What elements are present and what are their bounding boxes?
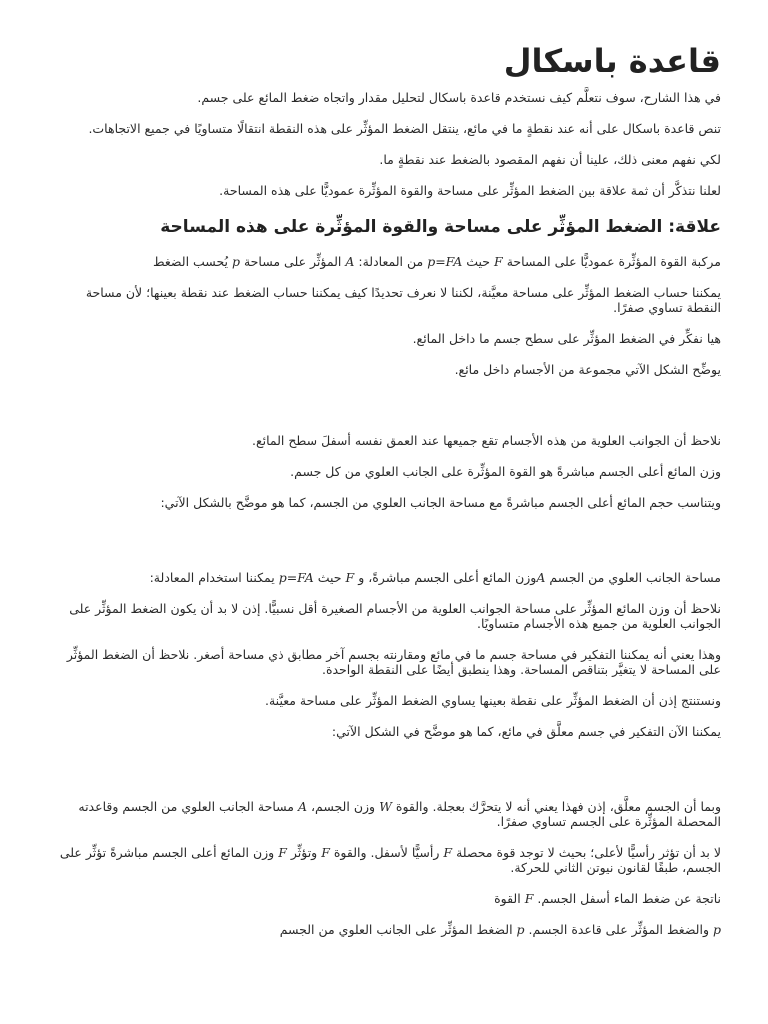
math-equation: p=FA [427, 254, 463, 269]
mid-paragraph-3: يوضِّح الشكل الآتي مجموعة من الأجسام داخل مائع. [454, 362, 721, 377]
relation-paragraph [58, 254, 721, 269]
area-paragraph [58, 570, 721, 585]
math-equation: p=FA [278, 570, 314, 585]
hanging-part1: وبما أن الجسم معلَّق، إذن فهذا يعني أنه لا يتحرَّك بعجلة. والقوة [395, 799, 721, 814]
hanging-part3: مساحة الجانب العلوي من الجسم وقاعدته المحصلة المؤثِّرة على الجسم تساوي صفرًا. [78, 799, 721, 829]
figure-placeholder-2 [58, 526, 721, 570]
after-fig2-paragraph-2: وهذا يعني أنه يمكننا التفكير في مساحة جسم ما في مائع ومقارنته بجسم آخر مطابق ذي مساحة أصغر. نلاحظ أن الضغط المؤثِّر على المساحة لا يتغيَّر بتناقص المساحة. وهذا ينطبق أيضًا على النقطة الواحدة. [66, 647, 721, 677]
after-fig1-paragraph-3: ويتناسب حجم المائع أعلى الجسم مباشرةً مع مساحة الجانب العلوي من الجسم، كما هو موضَّح بالشكل الآتي: [160, 495, 721, 510]
last-part1: والضغط المؤثِّر على قاعدة الجسم. [528, 922, 709, 937]
intro-paragraph-3: لكي نفهم معنى ذلك، علينا أن نفهم المقصود بالضغط عند نقطةٍ ما. [379, 152, 721, 167]
area-part2: وزن المائع أعلى الجسم مباشرةً، و [358, 570, 537, 585]
math-A: A [345, 254, 355, 269]
relation-where: حيث [466, 254, 491, 269]
area-part1: مساحة الجانب العلوي من الجسم [549, 570, 721, 585]
relation-calc: يُحسب الضغط [153, 254, 228, 269]
area-part3: يمكننا استخدام المعادلة: [149, 570, 275, 585]
intro-paragraph-1: في هذا الشارح، سوف نتعلَّم كيف نستخدم قاعدة باسكال لتحليل مقدار واتجاه ضغط المائع على جسم. [197, 90, 721, 105]
math-A: A [297, 799, 307, 814]
mid-paragraph-2: هيا نفكِّر في الضغط المؤثِّر على سطح جسم ما داخل المائع. [412, 331, 721, 346]
after-fig2-paragraph-1: نلاحظ أن وزن المائع المؤثِّر على مساحة الجوانب العلوية من الأجسام الصغيرة أقل نسبيًّا. إذن لا بد أن يكون الضغط المؤثِّر على الجوانب العلوية من جميع هذه الأجسام متساويًا. [69, 601, 721, 631]
section-heading: علاقة: الضغط المؤثِّر على مساحة والقوة المؤثِّرة على هذه المساحة [160, 217, 721, 237]
relation-from-eq: من المعادلة: [358, 254, 424, 269]
after-fig2-paragraph-4: يمكننا الآن التفكير في جسم معلَّق في مائع، كما هو موضَّح في الشكل الآتي: [331, 724, 721, 739]
vertical-part4: وزن المائع أعلى الجسم مباشرةً تؤثِّر على الجسم، طبقًا لقانون نيوتن الثاني للحركة. [59, 845, 721, 875]
math-F: F [443, 845, 453, 860]
vertical-part3: وتؤثِّر [290, 845, 318, 860]
math-W: W [379, 799, 392, 814]
figure-placeholder-1 [58, 393, 721, 433]
after-fig1-paragraph-2: وزن المائع أعلى الجسم مباشرةً هو القوة المؤثِّرة على الجانب العلوي من كل جسم. [290, 464, 721, 479]
intro-paragraph-2: تنص قاعدة باسكال على أنه عند نقطةٍ ما في مائع، ينتقل الضغط المؤثِّر على هذه النقطة انتقالًا متساويًا في جميع الاتجاهات. [88, 121, 721, 136]
result-paragraph [58, 891, 721, 906]
math-F: F [321, 845, 330, 860]
result-text: ناتجة عن ضغط الماء أسفل الجسم. [537, 891, 721, 906]
math-F: F [494, 254, 503, 269]
mid-paragraph-1: يمكننا حساب الضغط المؤثِّر على مساحة معيَّنة، لكننا لا نعرف تحديدًا كيف يمكننا حساب الضغط عند نقطة بعينها؛ لأن مساحة النقطة تساوي صفرًا. [85, 285, 721, 315]
hanging-part2: وزن الجسم، [310, 799, 376, 814]
vertical-paragraph [58, 845, 721, 875]
math-F: F [524, 891, 534, 906]
after-fig2-paragraph-3: ونستنتج إذن أن الضغط المؤثِّر على نقطة بعينها يساوي الضغط المؤثِّر على مساحة معيَّنة. [265, 693, 721, 708]
math-F: F [345, 570, 355, 585]
intro-paragraph-4: لعلنا نتذكَّر أن ثمة علاقة بين الضغط المؤثِّر على مساحة والقوة المؤثِّرة عموديًّا على هذه المساحة. [219, 183, 721, 198]
page-title: قاعدة باسكال [503, 42, 721, 80]
hanging-paragraph [58, 799, 721, 829]
last-part2: الضغط المؤثِّر على الجانب العلوي من الجسم [279, 922, 513, 937]
relation-affecting: المؤثِّر على مساحة [243, 254, 342, 269]
result-label: القوة [494, 891, 521, 906]
last-paragraph [58, 922, 721, 937]
relation-prefix: مركبة القوة المؤثِّرة عموديًّا على المساحة [506, 254, 721, 269]
math-p: p [231, 254, 240, 269]
figure-placeholder-3 [58, 755, 721, 799]
vertical-part1: لا بد أن تؤثر رأسيًّا لأعلى؛ بحيث لا توجد قوة محصلة [456, 845, 721, 860]
after-fig1-paragraph-1: نلاحظ أن الجوانب العلوية من هذه الأجسام تقع جميعها عند العمق نفسه أسفلَ سطح المائع. [251, 433, 721, 448]
vertical-part2: رأسيًّا لأسفل. والقوة [333, 845, 440, 860]
math-p: p [516, 922, 525, 937]
math-A: A [536, 570, 546, 585]
math-p: p [712, 922, 721, 937]
area-where: حيث [317, 570, 342, 585]
math-F: F [278, 845, 287, 860]
